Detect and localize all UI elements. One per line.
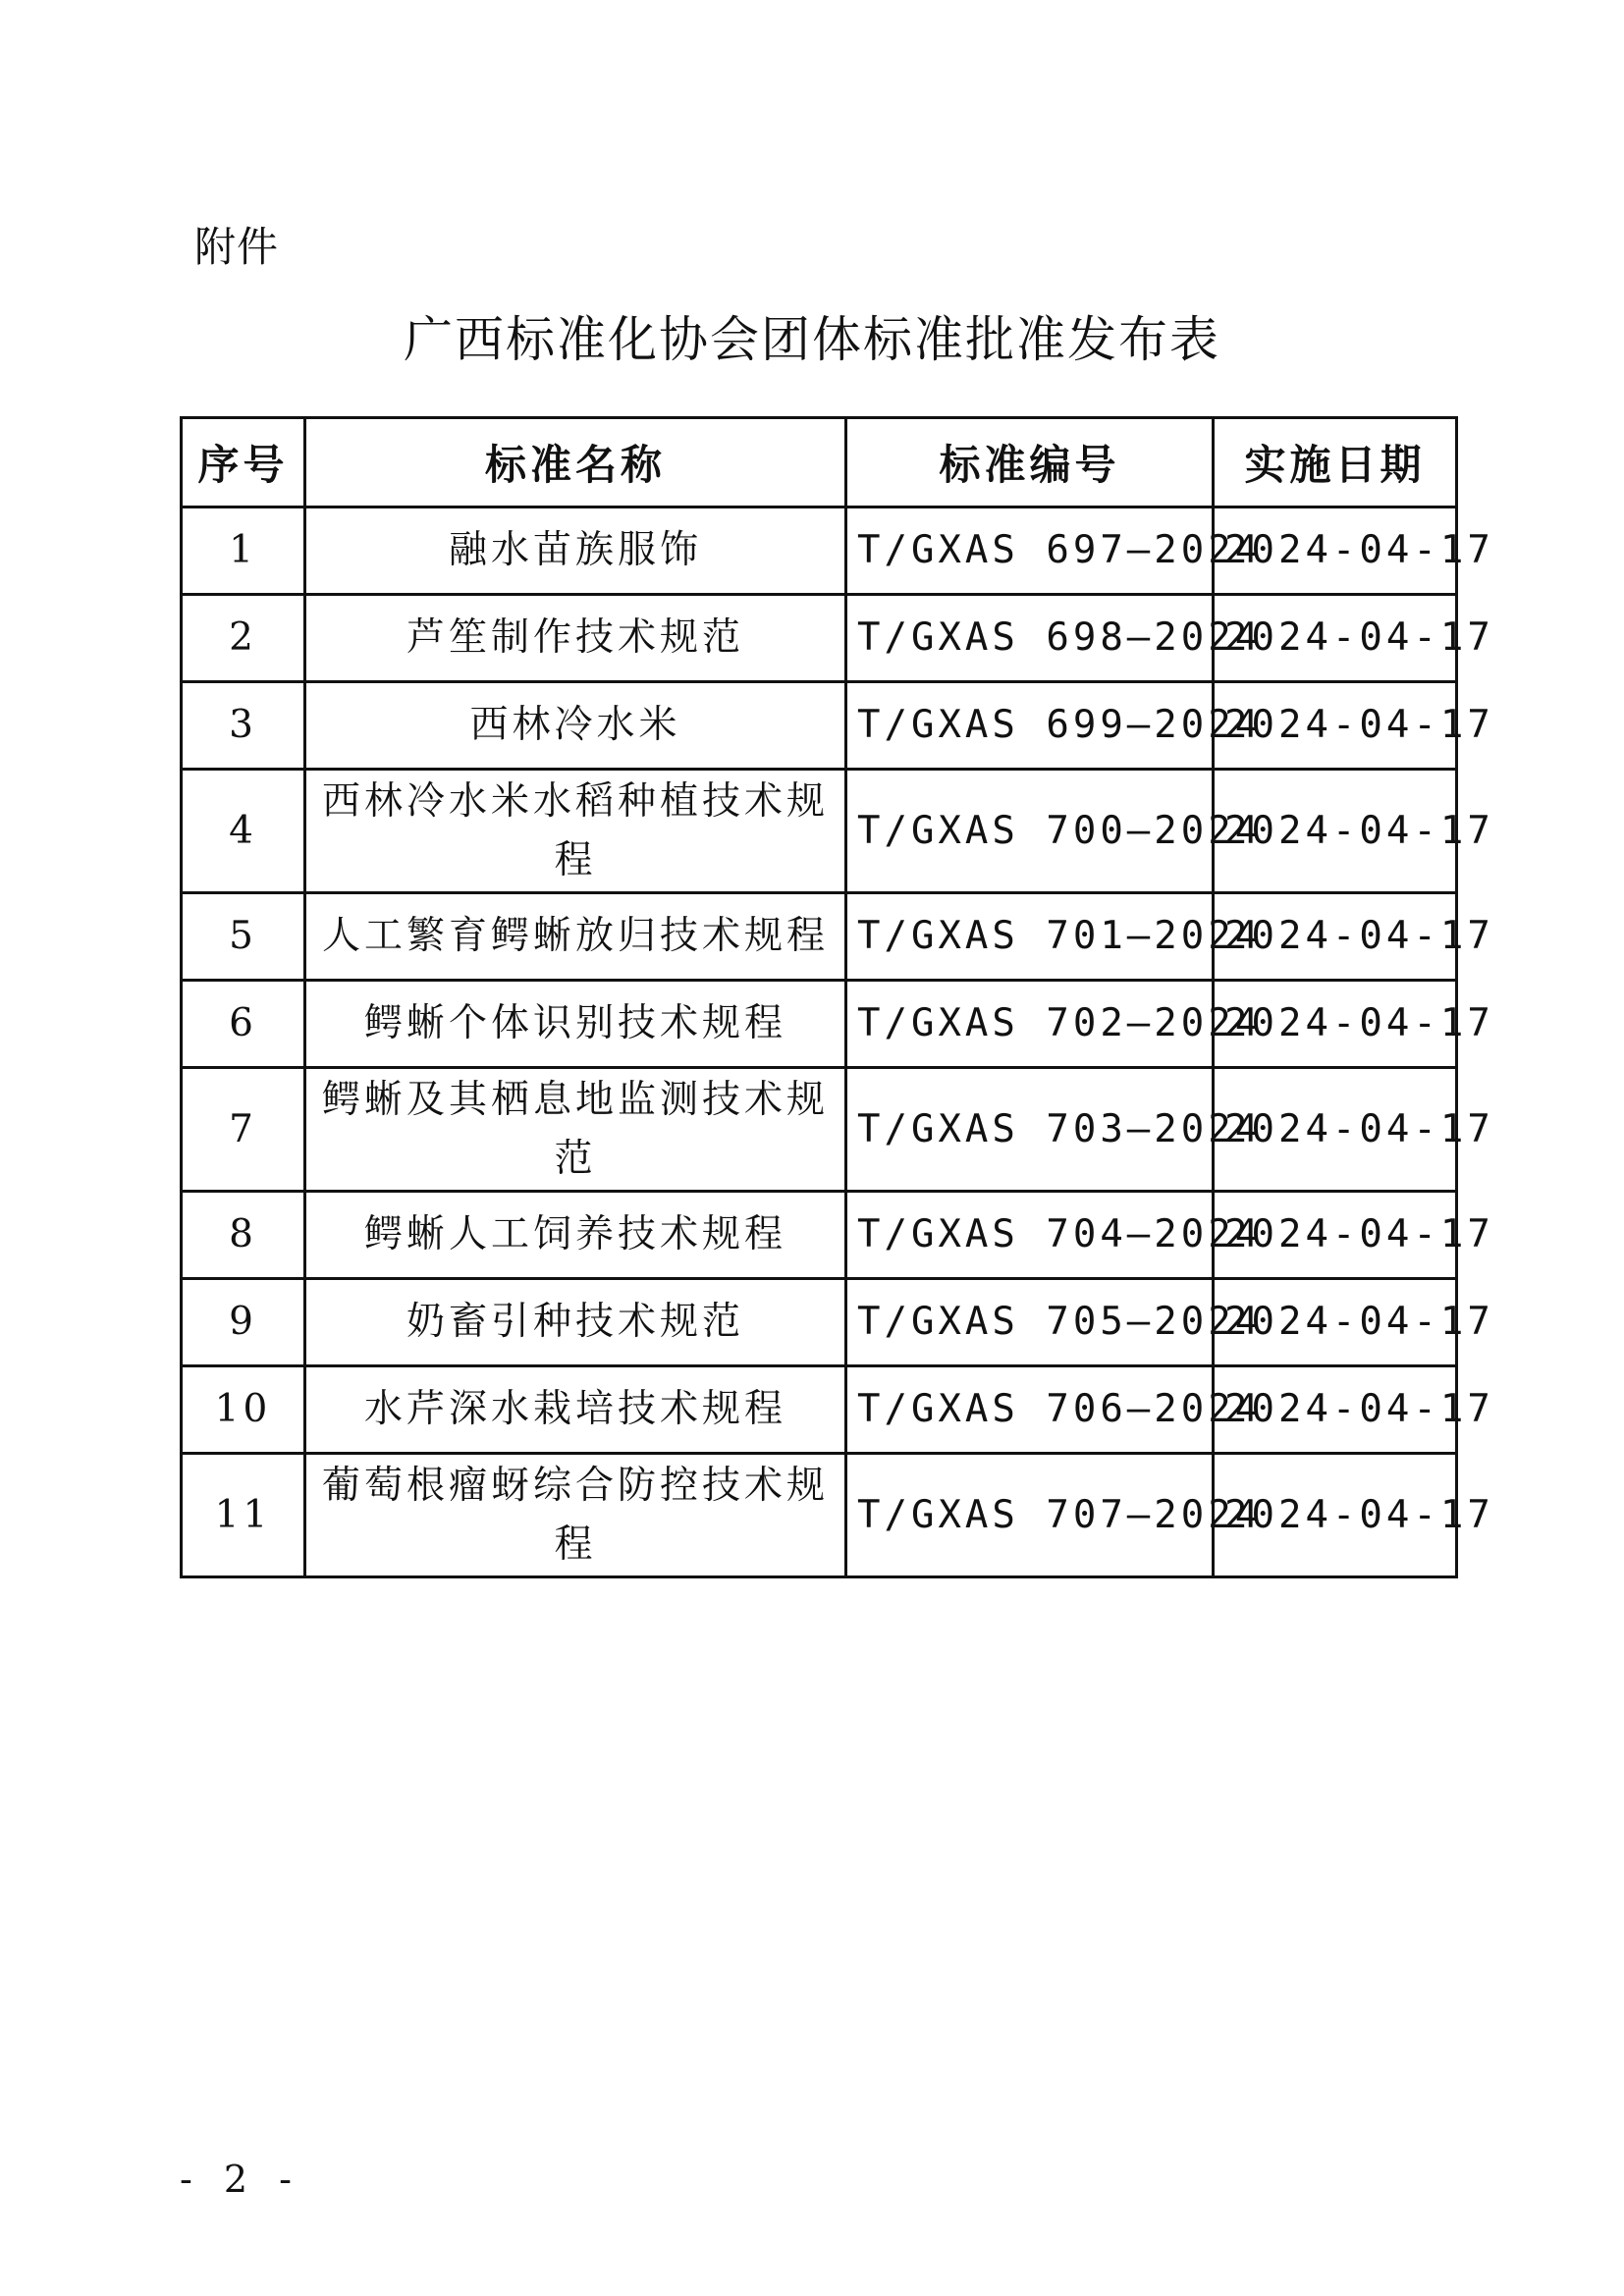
row-serial-number: 2 [182,595,305,682]
table-row [182,595,1457,682]
row-standard-name: 鳄蜥个体识别技术规程 [305,981,846,1068]
row-serial-number: 3 [182,682,305,770]
row-implementation-date: 2024-04-17 [1214,1192,1457,1279]
header-standard-name: 标准名称 [305,418,846,507]
document-title: 广西标准化协会团体标准批准发布表 [404,311,1220,368]
table-row [182,770,1457,893]
row-standard-name: 葡萄根瘤蚜综合防控技术规程 [305,1454,846,1577]
table-row [182,682,1457,770]
row-standard-code: T/GXAS 706—2024 [846,1366,1214,1454]
row-standard-code: T/GXAS 702—2024 [846,981,1214,1068]
row-standard-name: 鳄蜥人工饲养技术规程 [305,1192,846,1279]
row-serial-number: 8 [182,1192,305,1279]
row-standard-code: T/GXAS 703—2024 [846,1068,1214,1192]
standards-table [180,416,1494,1578]
row-standard-name: 人工繁育鳄蜥放归技术规程 [305,893,846,981]
row-standard-name: 奶畜引种技术规范 [305,1279,846,1366]
row-standard-name: 鳄蜥及其栖息地监测技术规范 [305,1068,846,1192]
row-implementation-date: 2024-04-17 [1214,981,1457,1068]
row-standard-code: T/GXAS 700—2024 [846,770,1214,893]
row-standard-code: T/GXAS 698—2024 [846,595,1214,682]
row-standard-code: T/GXAS 699—2024 [846,682,1214,770]
row-standard-code: T/GXAS 697—2024 [846,507,1214,595]
row-serial-number: 11 [182,1454,305,1577]
row-implementation-date: 2024-04-17 [1214,595,1457,682]
row-implementation-date: 2024-04-17 [1214,770,1457,893]
table-row [182,1366,1457,1454]
row-standard-name: 水芹深水栽培技术规程 [305,1366,846,1454]
table-row [182,1068,1457,1192]
attachment-label: 附件 [194,223,280,271]
row-standard-name: 西林冷水米 [305,682,846,770]
header-standard-code: 标准编号 [846,418,1214,507]
row-implementation-date: 2024-04-17 [1214,893,1457,981]
row-implementation-date: 2024-04-17 [1214,682,1457,770]
row-implementation-date: 2024-04-17 [1214,1279,1457,1366]
row-standard-code: T/GXAS 705—2024 [846,1279,1214,1366]
row-standard-name: 芦笙制作技术规范 [305,595,846,682]
row-serial-number: 7 [182,1068,305,1192]
table-row [182,1279,1457,1366]
row-standard-code: T/GXAS 707—2024 [846,1454,1214,1577]
page-number: - 2 - [179,2158,301,2201]
row-serial-number: 10 [182,1366,305,1454]
row-standard-code: T/GXAS 701—2024 [846,893,1214,981]
table-row [182,893,1457,981]
row-serial-number: 6 [182,981,305,1068]
header-implementation-date: 实施日期 [1214,418,1457,507]
row-implementation-date: 2024-04-17 [1214,1366,1457,1454]
row-standard-name: 西林冷水米水稻种植技术规程 [305,770,846,893]
header-serial-number: 序号 [182,418,305,507]
row-serial-number: 9 [182,1279,305,1366]
table-row [182,1192,1457,1279]
row-implementation-date: 2024-04-17 [1214,1454,1457,1577]
row-serial-number: 4 [182,770,305,893]
table-row [182,1454,1457,1577]
row-implementation-date: 2024-04-17 [1214,507,1457,595]
row-standard-code: T/GXAS 704—2024 [846,1192,1214,1279]
table-header-row [182,418,1457,507]
row-implementation-date: 2024-04-17 [1214,1068,1457,1192]
row-standard-name: 融水苗族服饰 [305,507,846,595]
table-row [182,981,1457,1068]
table-row [182,507,1457,595]
row-serial-number: 1 [182,507,305,595]
row-serial-number: 5 [182,893,305,981]
